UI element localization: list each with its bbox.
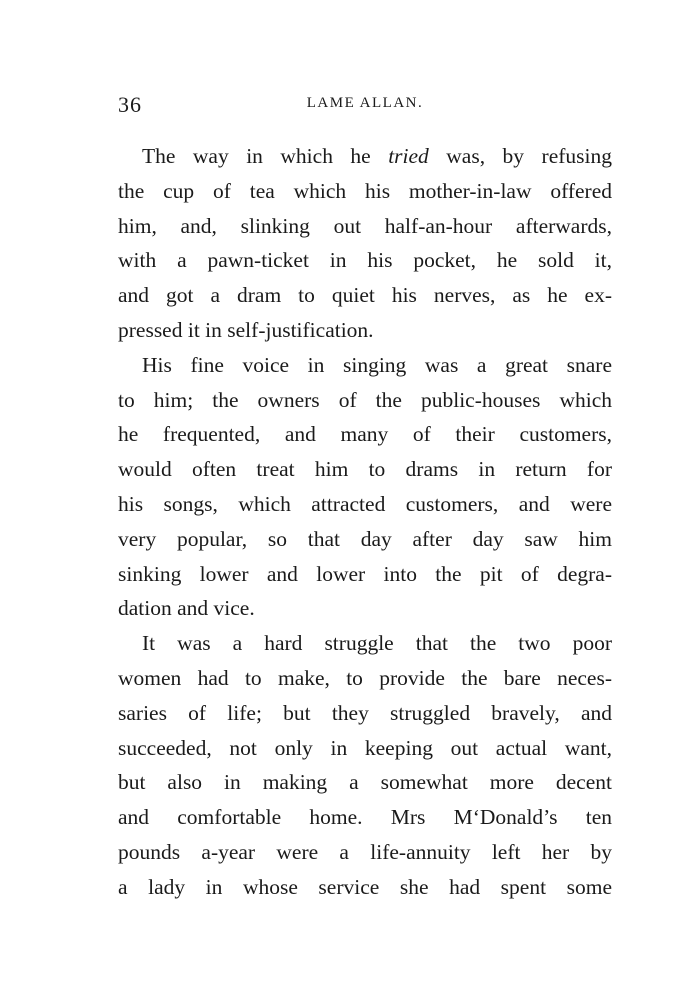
text-line: very popular, so that day after day saw him [118,526,612,551]
italic-word: tried [388,144,429,168]
text-line: but also in making a somewhat more decent [118,770,612,795]
text-line: His fine voice in singing was a great snare [142,352,612,377]
page-header [118,92,612,120]
text-line: pressed it in self-justification. [118,317,374,342]
text-line: he frequented, and many of their customers, [118,422,612,447]
text-span: The way in which he [142,144,389,168]
text-line: a lady in whose service she had spent some [118,874,612,899]
text-line: sinking lower and lower into the pit of degra- [118,561,612,586]
text-line: with a pawn-ticket in his pocket, he sold it, [118,248,612,273]
text-line: It was a hard struggle that the two poor [142,631,612,656]
text-line: succeeded, not only in keeping out actual want, [118,735,612,760]
text-line: and comfortable home. Mrs M‘Donald’s ten [118,805,612,830]
text-line: would often treat him to drams in return for [118,457,612,482]
paragraph [118,348,612,626]
paragraph [118,139,612,348]
body-text [118,139,612,905]
text-line: women had to make, to provide the bare neces- [118,665,612,690]
text-line: his songs, which attracted customers, and were [118,491,612,516]
page-number: 36 [118,92,142,117]
text-span: was, by refusing [428,144,612,168]
text-line [118,139,612,174]
text-line: saries of life; but they struggled bravely, and [118,700,612,725]
text-line: him, and, slinking out half-an-hour afterwards, [118,213,612,238]
text-line: the cup of tea which his mother-in-law offered [118,178,612,203]
text-line: to him; the owners of the public-houses which [118,387,612,412]
running-title: LAME ALLAN. [306,95,424,111]
text-line: pounds a-year were a life-annuity left her by [118,839,612,864]
paragraph [118,626,612,904]
text-line: dation and vice. [118,596,255,621]
text-line: and got a dram to quiet his nerves, as he ex- [118,283,612,308]
